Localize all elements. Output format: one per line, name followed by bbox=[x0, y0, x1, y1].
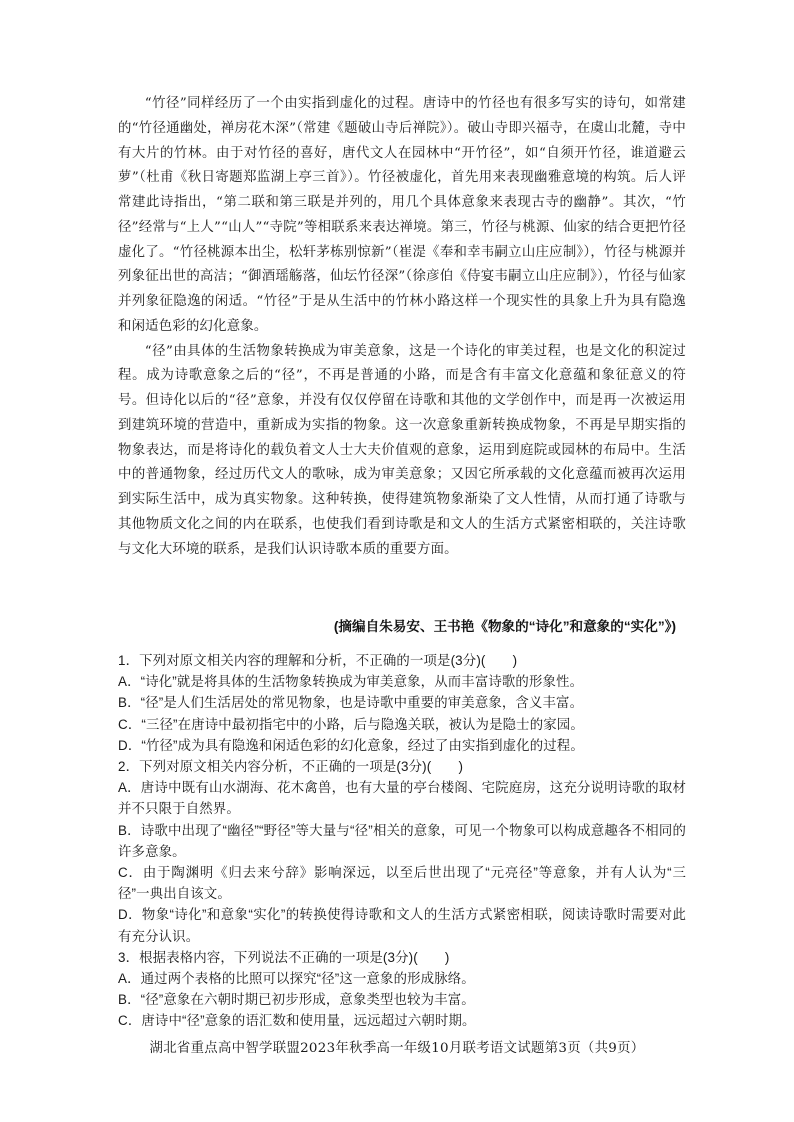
question-3-stem: 3．根据表格内容，下列说法不正确的一项是(3分)( ) bbox=[118, 949, 450, 965]
question-2-option-c: C．由于陶渊明《归去来兮辞》影响深远，以至后世出现了“元亮径”等意象，并有人认为“三径”一典出自该文。 bbox=[118, 865, 686, 902]
question-1-option-c: C．“三径”在唐诗中最初指宅中的小路，后与隐逸关联，被认为是隐士的家园。 bbox=[118, 716, 584, 732]
passage-paragraph-1: “竹径”同样经历了一个由实指到虚化的过程。唐诗中的竹径也有很多写实的诗句，如常建的“竹径通幽处，禅房花木深”（常建《题破山寺后禅院》）。破山寺即兴福寺，在虞山北麓，寺中有大片的竹林。由于对竹径的喜好，唐代文人在园林中“开竹径”，如“自须开竹径，谁道避云萝”（杜甫《秋日寄题郑监湖上亭三首》）。竹径被虚化，首先用来表现幽雅意境的构筑。后人评常建此诗指出，“第二联和第三联是并列的，用几个具体意象来表现古寺的幽静”。其次，“竹径”经常与“上人”“山人”“寺院”等相联系来表达禅境。第三，竹径与桃源、仙家的结合更把竹径虚化了。“竹径桃源本出尘，松轩茅栋别惊新”（崔湜《奉和幸韦嗣立山庄应制》），竹径与桃源并列象征出世的高洁；“御酒瑶觞落，仙坛竹径深”（徐彦伯《侍宴韦嗣立山庄应制》），竹径与仙家并列象征隐逸的闲适。“竹径”于是从生活中的竹林小路这样一个现实性的具象上升为具有隐逸和闲适色彩的幻化意象。 bbox=[118, 96, 686, 334]
question-1-option-b: B．“径”是人们生活居处的常见物象，也是诗歌中重要的审美意象，含义丰富。 bbox=[118, 695, 584, 711]
question-2-option-b: B．诗歌中出现了“幽径”“野径”等大量与“径”相关的意象，可见一个物象可以构成意趣各不相同的许多意象。 bbox=[118, 822, 686, 859]
reading-passage bbox=[118, 92, 686, 562]
question-3-option-b: B．“径”意象在六朝时期已初步形成，意象类型也较为丰富。 bbox=[118, 992, 475, 1008]
source-citation: (摘编自朱易安、王书艳《物象的“诗化”和意象的“实化”》) bbox=[333, 619, 676, 634]
question-3-option-c: C．唐诗中“径”意象的语汇数和使用量，远远超过六朝时期。 bbox=[118, 1013, 476, 1029]
question-3-option-a: A．通过两个表格的比照可以探究“径”这一意象的形成脉络。 bbox=[118, 971, 475, 987]
passage-paragraph-2: “径”由具体的生活物象转换成为审美意象，这是一个诗化的审美过程，也是文化的积淀过程。成为诗歌意象之后的“径”，不再是普通的小路，而是含有丰富文化意蕴和象征意义的符号。但诗化以后的“径”意象，并没有仅仅停留在诗歌和其他的文学创作中，而是再一次被运用到建筑环境的营造中，重新成为实指的物象。这一次意象重新转换成物象，不再是早期实指的物象表达，而是将诗化的载负着文人士大夫价值观的意象，运用到庭院或园林的布局中。生活中的普通物象，经过历代文人的歌咏，成为审美意象；又因它所承载的文化意蕴而被再次运用到实际生活中，成为真实物象。这种转换，使得建筑物象渐染了文人性情，从而打通了诗歌与其他物质文化之间的内在联系，也使我们看到诗歌是和文人的生活方式紧密相联的，关注诗歌与文化大环境的联系，是我们认识诗歌本质的重要方面。 bbox=[118, 343, 686, 557]
question-2-option-d: D．物象“诗化”和意象“实化”的转换使得诗歌和文人的生活方式紧密相联，阅读诗歌时需要对此有充分认识。 bbox=[118, 907, 686, 944]
page-footer: 湖北省重点高中智学联盟2023年秋季高一年级10月联考语文试题第3页（共9页） bbox=[149, 1041, 645, 1056]
question-1-stem: 1．下列对原文相关内容的理解和分析，不正确的一项是(3分)( ) bbox=[118, 653, 518, 668]
question-1-option-a: A．“诗化”就是将具体的生活物象转换成为审美意象，从而丰富诗歌的形象性。 bbox=[118, 674, 584, 690]
question-1-option-d: D．“竹径”成为具有隐逸和闲适色彩的幻化意象，经过了由实指到虚化的过程。 bbox=[118, 737, 584, 753]
question-list bbox=[118, 650, 686, 1032]
question-2-stem: 2．下列对原文相关内容分析，不正确的一项是(3分)( ) bbox=[118, 759, 464, 775]
question-2-option-a: A．唐诗中既有山水湖海、花木禽兽，也有大量的亭台楼阁、宅院庭房，这充分说明诗歌的取材并不只限于自然界。 bbox=[118, 780, 686, 817]
